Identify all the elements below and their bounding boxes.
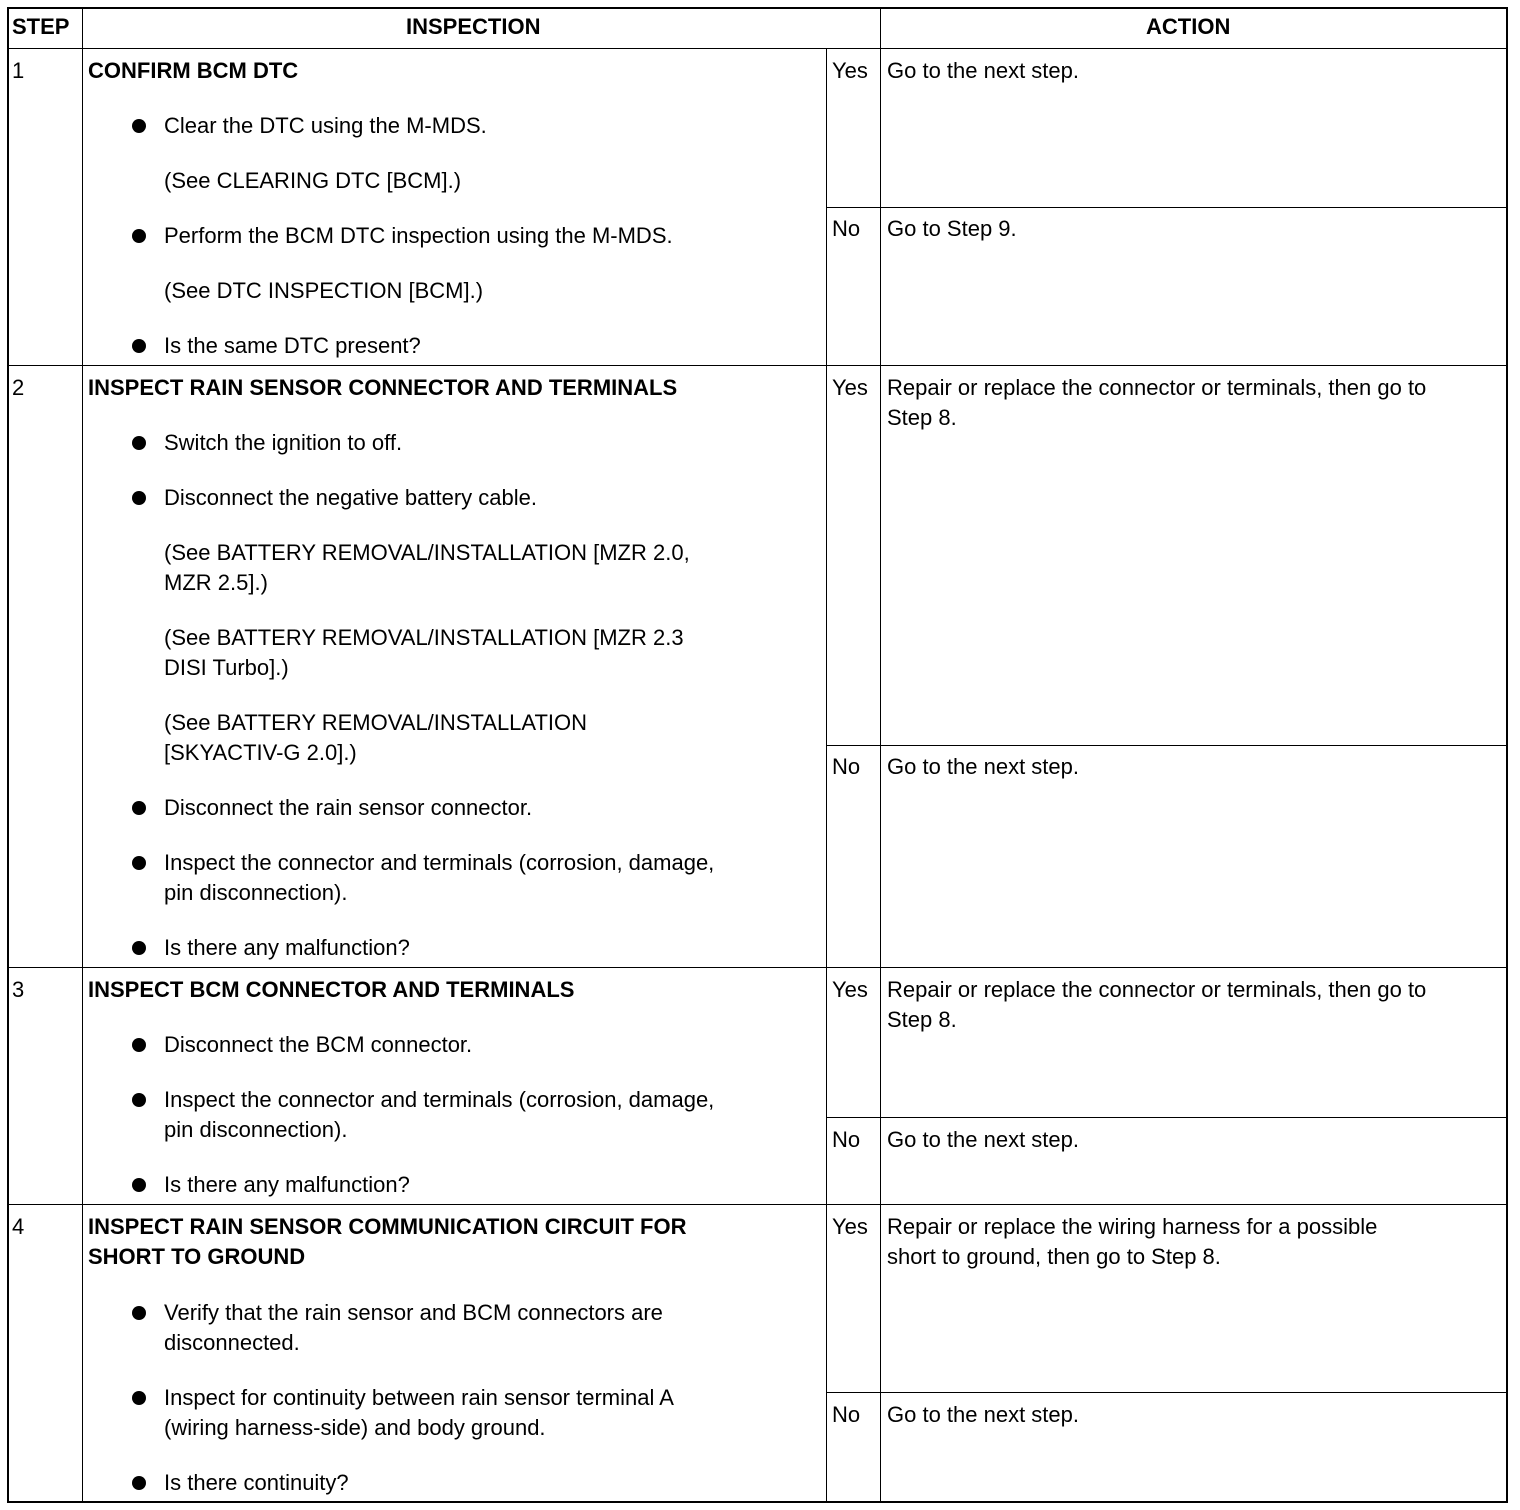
yes-label: Yes xyxy=(832,375,868,400)
bullet-icon xyxy=(132,119,146,133)
bullet-icon xyxy=(132,801,146,815)
col-divider-yesno xyxy=(826,48,827,1503)
step-title: INSPECT RAIN SENSOR CONNECTOR AND TERMINALS xyxy=(88,375,678,400)
yes-action: Repair or replace the connector or terminals, then go to Step 8. xyxy=(887,977,1427,1032)
step-number: 2 xyxy=(12,375,25,400)
no-label: No xyxy=(832,1402,861,1427)
inspection-question: Is the same DTC present? xyxy=(164,333,421,358)
inspection-item: Disconnect the rain sensor connector. xyxy=(164,795,533,820)
col-divider-action xyxy=(880,7,881,1503)
inspection-item: Clear the DTC using the M-MDS. xyxy=(164,113,487,138)
inspection-item: Disconnect the BCM connector. xyxy=(164,1032,473,1057)
inspection-item: Inspect for continuity between rain sensor terminal A (wiring harness-side) and body ground. xyxy=(164,1385,674,1440)
no-label: No xyxy=(832,754,861,779)
inspection-question: Is there any malfunction? xyxy=(164,1172,410,1197)
step-number: 4 xyxy=(12,1214,25,1239)
no-label: No xyxy=(832,1127,861,1152)
no-action: Go to the next step. xyxy=(887,1127,1080,1152)
inspection-item: Perform the BCM DTC inspection using the M-MDS. xyxy=(164,223,673,248)
bullet-icon xyxy=(132,1306,146,1320)
reference-note: (See BATTERY REMOVAL/INSTALLATION [MZR 2.0, MZR 2.5].) xyxy=(164,540,690,595)
bullet-icon xyxy=(132,1178,146,1192)
yes-no-divider-2 xyxy=(826,745,1508,746)
inspection-question: Is there continuity? xyxy=(164,1470,349,1495)
bullet-icon xyxy=(132,941,146,955)
yes-label: Yes xyxy=(832,1214,868,1239)
yes-label: Yes xyxy=(832,977,868,1002)
reference-note: (See BATTERY REMOVAL/INSTALLATION [SKYACTIV-G 2.0].) xyxy=(164,710,588,765)
col-divider-step xyxy=(82,7,83,1503)
table-border-left xyxy=(7,7,9,1503)
yes-no-divider-1 xyxy=(826,207,1508,208)
yes-action: Repair or replace the wiring harness for a possible short to ground, then go to Step 8. xyxy=(887,1214,1378,1269)
bullet-icon xyxy=(132,339,146,353)
header-inspection: INSPECTION xyxy=(406,14,541,39)
yes-label: Yes xyxy=(832,58,868,83)
no-action: Go to the next step. xyxy=(887,754,1080,779)
yes-action: Go to the next step. xyxy=(887,58,1080,83)
bullet-icon xyxy=(132,491,146,505)
bullet-icon xyxy=(132,1093,146,1107)
bullet-icon xyxy=(132,1038,146,1052)
bullet-icon xyxy=(132,1476,146,1490)
bullet-icon xyxy=(132,436,146,450)
inspection-item: Disconnect the negative battery cable. xyxy=(164,485,538,510)
table-border-top xyxy=(7,7,1508,9)
table-border-right xyxy=(1506,7,1508,1503)
step-title: CONFIRM BCM DTC xyxy=(88,58,299,83)
bullet-icon xyxy=(132,856,146,870)
inspection-item: Inspect the connector and terminals (corrosion, damage, pin disconnection). xyxy=(164,1087,715,1142)
no-action: Go to Step 9. xyxy=(887,216,1017,241)
inspection-item: Switch the ignition to off. xyxy=(164,430,403,455)
row-divider-2 xyxy=(7,967,1508,968)
yes-action: Repair or replace the connector or terminals, then go to Step 8. xyxy=(887,375,1427,430)
reference-note: (See DTC INSPECTION [BCM].) xyxy=(164,278,484,303)
row-divider-header xyxy=(7,48,1508,49)
inspection-item: Inspect the connector and terminals (corrosion, damage, pin disconnection). xyxy=(164,850,715,905)
bullet-icon xyxy=(132,229,146,243)
no-label: No xyxy=(832,216,861,241)
reference-note: (See CLEARING DTC [BCM].) xyxy=(164,168,462,193)
step-number: 3 xyxy=(12,977,25,1002)
step-number: 1 xyxy=(12,58,25,83)
table-border-bottom xyxy=(7,1501,1508,1503)
reference-note: (See BATTERY REMOVAL/INSTALLATION [MZR 2.3 DISI Turbo].) xyxy=(164,625,684,680)
inspection-item: Verify that the rain sensor and BCM connectors are disconnected. xyxy=(164,1300,663,1355)
header-step: STEP xyxy=(12,14,70,39)
row-divider-3 xyxy=(7,1204,1508,1205)
row-divider-1 xyxy=(7,365,1508,366)
yes-no-divider-4 xyxy=(826,1392,1508,1393)
step-title: INSPECT BCM CONNECTOR AND TERMINALS xyxy=(88,977,575,1002)
bullet-icon xyxy=(132,1391,146,1405)
yes-no-divider-3 xyxy=(826,1117,1508,1118)
no-action: Go to the next step. xyxy=(887,1402,1080,1427)
step-title: INSPECT RAIN SENSOR COMMUNICATION CIRCUIT FOR SHORT TO GROUND xyxy=(88,1214,687,1269)
inspection-question: Is there any malfunction? xyxy=(164,935,410,960)
header-action: ACTION xyxy=(1146,14,1231,39)
